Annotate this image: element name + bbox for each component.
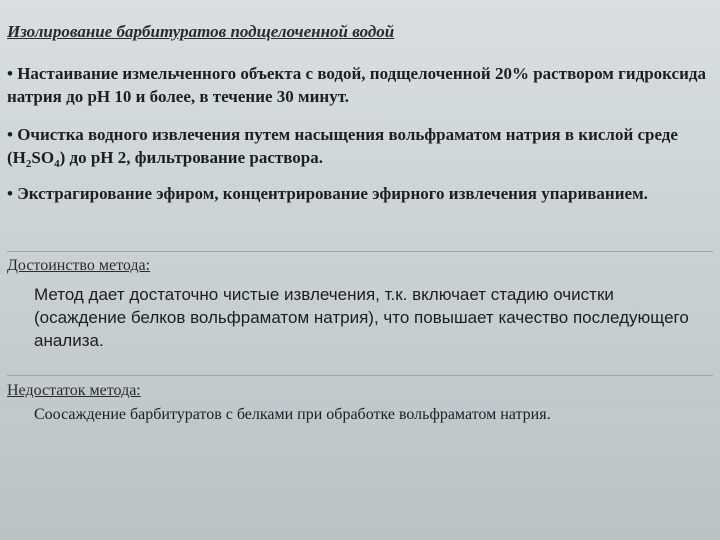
bullet-text: Экстрагирование эфиром, концентрирование эфирного извлечения упариванием. (17, 184, 648, 203)
bullet-item-soaking (7, 62, 707, 108)
bullet-item-extraction (7, 182, 707, 205)
advantage-label: Достоинство метода: (7, 257, 151, 274)
bullet-text-mid: SO (31, 148, 55, 167)
bullet-marker: • (7, 64, 13, 83)
divider (7, 251, 713, 252)
page-title: Изолирование барбитуратов подщелоченной водой (7, 22, 395, 41)
bullet-text-before: Очистка водного извлечения путем насыщения вольфраматом натрия в кислой среде (H (7, 125, 678, 167)
subscript-2: 2 (25, 158, 32, 170)
disadvantage-text: Соосаждение барбитуратов с белками при обработке вольфраматом натрия. (34, 406, 551, 423)
bullet-marker: • (7, 125, 13, 144)
bullet-marker: • (7, 184, 13, 203)
bullet-text-after: ) до рН 2, фильтрование раствора. (59, 148, 323, 167)
subscript-4: 4 (54, 158, 60, 170)
bullet-text: Настаивание измельченного объекта с водой, подщелоченной 20% раствором гидроксида натрия до рН 10 и более, в течение 30 минут. (7, 64, 706, 106)
disadvantage-label: Недостаток метода: (7, 382, 141, 399)
divider (7, 375, 713, 376)
bullet-item-purification (7, 123, 707, 169)
advantage-text: Метод дает достаточно чистые извлечения, т.к. включает стадию очистки (осаждение белков вольфраматом натрия), что повышает качество последующего анализа. (34, 285, 689, 350)
